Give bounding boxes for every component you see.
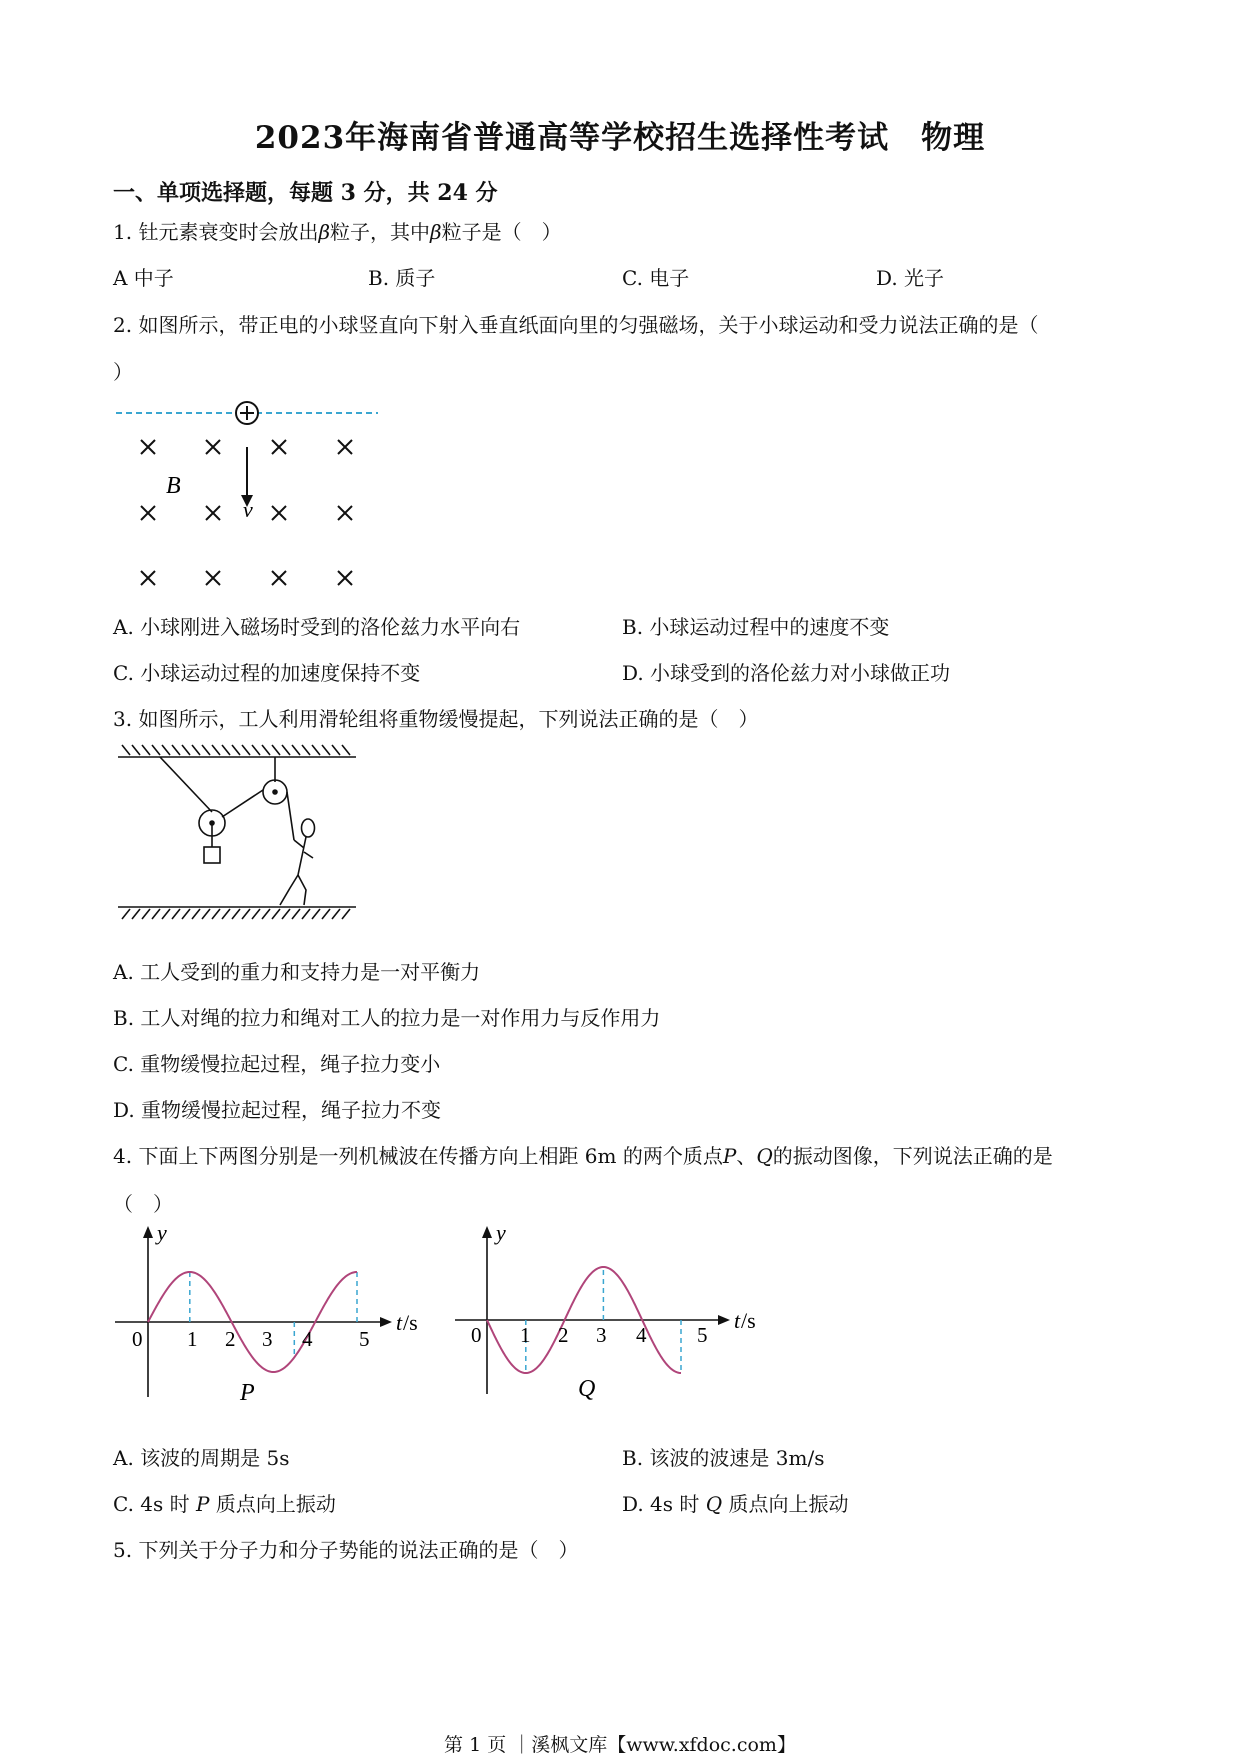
p-tick-2: 2	[225, 1327, 236, 1351]
q4-option-b[interactable]: B. 该波的波速是 3m/s	[622, 1446, 825, 1470]
q2-option-b[interactable]: B. 小球运动过程中的速度不变	[622, 615, 890, 639]
p-y-label: y	[157, 1222, 167, 1245]
q-tick-3: 3	[596, 1323, 607, 1347]
weight-block	[204, 847, 220, 863]
q4-stem-b: 的振动图像，下列说法正确的是	[772, 1144, 1053, 1168]
q1-option-c[interactable]: C. 电子	[622, 266, 690, 290]
q1-beta-1: β	[318, 220, 331, 244]
q4-option-c[interactable]: C. 4s 时 P 质点向上振动	[113, 1492, 336, 1516]
svg-text:/s: /s	[741, 1308, 756, 1333]
q2-stem-end: ）	[113, 360, 133, 384]
q1-stem-c: 粒子是（ ）	[441, 220, 562, 244]
svg-text:/s: /s	[403, 1310, 418, 1335]
page-footer: 第 1 页 ｜溪枫文库【www.xfdoc.com】	[444, 1734, 796, 1756]
q2-option-d[interactable]: D. 小球受到的洛伦兹力对小球做正功	[622, 661, 951, 685]
q1-option-a[interactable]: A 中子	[113, 266, 174, 290]
p-tick-5: 5	[359, 1327, 370, 1351]
q4-stem	[113, 1140, 1053, 1169]
rope-to-worker	[287, 792, 294, 840]
q-y-label: y	[496, 1222, 506, 1245]
p-tick-labels	[132, 1327, 370, 1351]
q4-option-d[interactable]: D. 4s 时 Q 质点向上振动	[622, 1492, 849, 1516]
q-tick-labels	[471, 1323, 708, 1347]
p-graph-label: P	[240, 1380, 255, 1406]
field-label-B: B	[166, 473, 181, 499]
q-t-label	[734, 1308, 756, 1333]
q3-stem: 3. 如图所示，工人利用滑轮组将重物缓慢提起，下列说法正确的是（ ）	[113, 707, 759, 731]
q-tick-4: 4	[636, 1323, 647, 1347]
worker-body	[280, 837, 313, 905]
p-t-label	[396, 1310, 418, 1335]
graph-Q	[450, 1222, 770, 1422]
p-tick-1: 1	[187, 1327, 198, 1351]
svg-text:t: t	[734, 1308, 741, 1333]
rope-left	[160, 757, 212, 812]
q1-stem-a: 1. 钍元素衰变时会放出	[113, 220, 319, 244]
graph-P	[110, 1222, 430, 1422]
q4-stem-P: P	[722, 1144, 737, 1168]
q1-option-b[interactable]: B. 质子	[368, 266, 436, 290]
page-title: 2023年海南省普通高等学校招生选择性考试 物理	[254, 120, 986, 156]
q-tick-5: 5	[697, 1323, 708, 1347]
q3-option-a[interactable]: A. 工人受到的重力和支持力是一对平衡力	[113, 960, 481, 984]
q-tick-0: 0	[471, 1323, 482, 1347]
q4-option-a[interactable]: A. 该波的周期是 5s	[113, 1446, 290, 1470]
p-tick-4: 4	[302, 1327, 313, 1351]
worker-head	[302, 819, 315, 837]
velocity-label-v: v	[243, 497, 253, 522]
q2-stem: 2. 如图所示，带正电的小球竖直向下射入垂直纸面向里的匀强磁场，关于小球运动和受力说法正确的是（	[113, 313, 1039, 337]
q3-option-b[interactable]: B. 工人对绳的拉力和绳对工人的拉力是一对作用力与反作用力	[113, 1006, 661, 1030]
q3-pulley-figure	[110, 740, 370, 920]
svg-text:t: t	[396, 1310, 403, 1335]
q1-beta-2: β	[430, 220, 442, 244]
q3-option-c[interactable]: C. 重物缓慢拉起过程，绳子拉力变小	[113, 1052, 441, 1076]
rope-middle	[222, 790, 263, 817]
q3-option-d[interactable]: D. 重物缓慢拉起过程，绳子拉力不变	[113, 1098, 442, 1122]
q-graph-label: Q	[578, 1376, 596, 1402]
q5-stem: 5. 下列关于分子力和分子势能的说法正确的是（ ）	[113, 1538, 579, 1562]
q4-stem-end: （ ）	[113, 1192, 173, 1216]
q-tick-2: 2	[558, 1323, 569, 1347]
p-dashed-guides	[190, 1272, 357, 1357]
q2-magnetic-field-figure	[110, 395, 390, 595]
q2-option-c[interactable]: C. 小球运动过程的加速度保持不变	[113, 661, 421, 685]
q2-option-a[interactable]: A. 小球刚进入磁场时受到的洛伦兹力水平向右	[113, 615, 521, 639]
q-tick-1: 1	[520, 1323, 531, 1347]
section-heading: 一、单项选择题，每题 3 分，共 24 分	[113, 180, 498, 206]
p-tick-3: 3	[262, 1327, 273, 1351]
q1-stem	[113, 216, 562, 245]
p-tick-0: 0	[132, 1327, 143, 1351]
q4-stem-sep: 、	[736, 1144, 757, 1168]
q1-option-d[interactable]: D. 光子	[876, 266, 945, 290]
q1-stem-b: 粒子，其中	[330, 220, 431, 244]
q4-stem-a: 4. 下面上下两图分别是一列机械波在传播方向上相距 6m 的两个质点	[113, 1144, 723, 1168]
q4-stem-Q: Q	[756, 1144, 773, 1168]
